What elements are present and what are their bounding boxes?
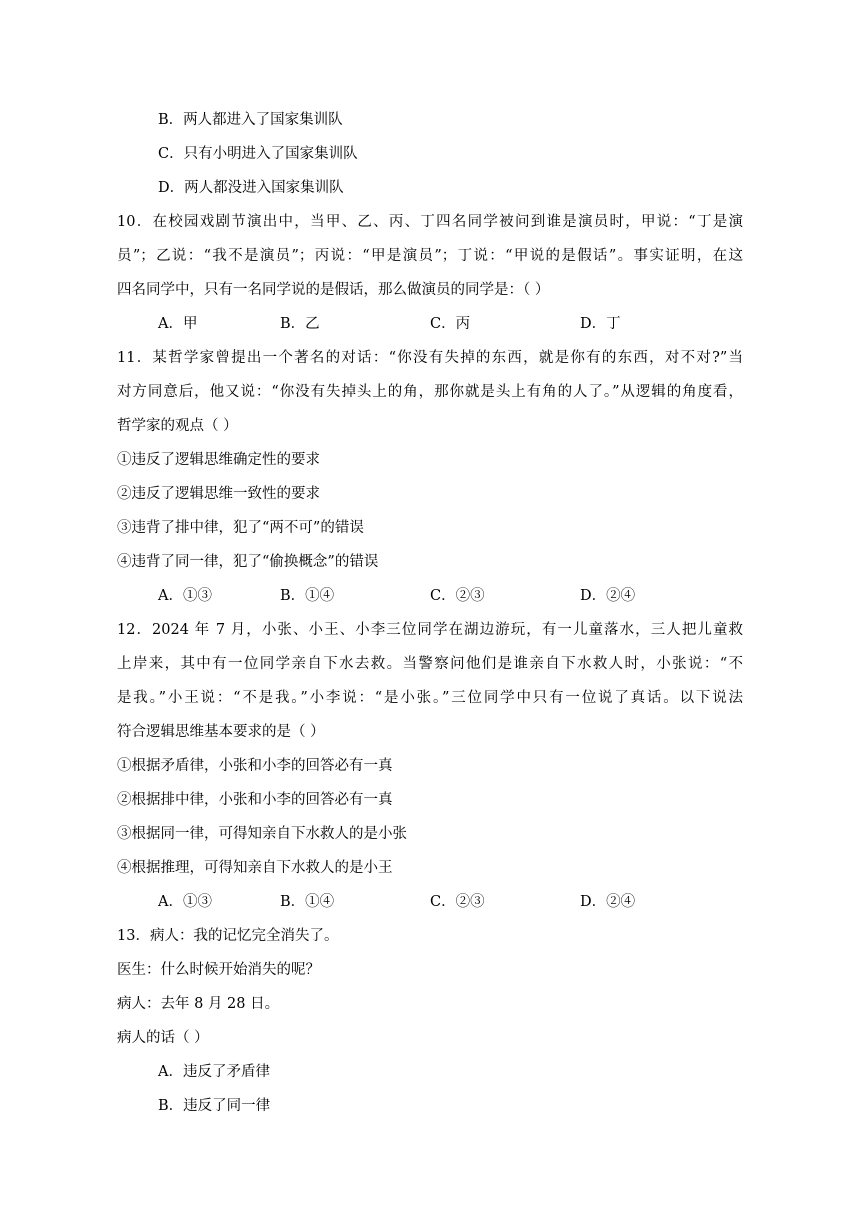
q10-option-b: B．乙 (280, 316, 320, 332)
q11-option-a: A．①③ (158, 588, 212, 604)
q12-stem-line4: 符合逻辑思维基本要求的是（ ） (117, 724, 325, 740)
q12-stem-line2: 上岸来，其中有一位同学亲自下水去救。当警察问他们是谁亲自下水救人时，小张说：“不 (117, 656, 743, 672)
q13-stem: 病人的话（ ） (117, 1030, 209, 1046)
q12-option-b: B．①④ (280, 894, 335, 910)
q10-stem-line2: 员”；乙说：“我不是演员”；丙说：“甲是演员”；丁说：“甲说的是假话”。事实证明，在这 (117, 248, 743, 264)
q12-statement-2: ②根据排中律，小张和小李的回答必有一真 (117, 792, 393, 808)
q12-stem-line3: 是我。”小王说：“不是我。”小李说：“是小张。”三位同学中只有一位说了真话。以下说法 (117, 690, 743, 706)
q11-stem-line1: 11．某哲学家曾提出一个著名的对话：“你没有失掉的东西，就是你有的东西，对不对?”当 (117, 350, 743, 366)
q10-option-d: D．丁 (580, 316, 621, 332)
q11-statement-3: ③违背了排中律，犯了“两不可”的错误 (117, 520, 364, 536)
q13-dialogue-line1: 13．病人：我的记忆完全消失了。 (117, 928, 339, 944)
q11-option-c: C．②③ (430, 588, 485, 604)
q12-stem-line1: 12．2024 年 7 月，小张、小王、小李三位同学在湖边游玩，有一儿童落水，三人把儿童救 (117, 622, 743, 638)
q9-option-c: C．只有小明进入了国家集训队 (158, 146, 358, 162)
q12-option-a: A．①③ (158, 894, 212, 910)
q12-option-d: D．②④ (580, 894, 636, 910)
q10-stem-line1: 10．在校园戏剧节演出中，当甲、乙、丙、丁四名同学被问到谁是演员时，甲说：“丁是演 (117, 214, 743, 230)
q11-stem-line2: 对方同意后，他又说：“你没有失掉头上的角，那你就是头上有角的人了。”从逻辑的角度看， (117, 384, 743, 400)
q9-option-d: D．两人都没进入国家集训队 (158, 180, 344, 196)
q10-option-a: A．甲 (158, 316, 198, 332)
q10-stem-line3: 四名同学中，只有一名同学说的是假话，那么做演员的同学是：（ ） (117, 282, 550, 298)
q12-option-c: C．②③ (430, 894, 485, 910)
q11-statement-4: ④违背了同一律，犯了“偷换概念”的错误 (117, 554, 379, 570)
q13-option-a: A．违反了矛盾律 (158, 1064, 270, 1080)
q11-option-b: B．①④ (280, 588, 335, 604)
q12-statement-4: ④根据推理，可得知亲自下水救人的是小王 (117, 860, 393, 876)
q11-statement-2: ②违反了逻辑思维一致性的要求 (117, 486, 320, 502)
q13-option-b: B．违反了同一律 (158, 1098, 271, 1114)
q13-dialogue-line2: 医生：什么时候开始消失的呢？ (117, 962, 320, 978)
q10-option-c: C．丙 (430, 316, 471, 332)
q13-dialogue-line3: 病人：去年 8 月 28 日。 (117, 996, 280, 1012)
q12-statement-1: ①根据矛盾律，小张和小李的回答必有一真 (117, 758, 393, 774)
q11-stem-line3: 哲学家的观点（ ） (117, 418, 238, 434)
q9-option-b: B．两人都进入了国家集训队 (158, 112, 343, 128)
q11-statement-1: ①违反了逻辑思维确定性的要求 (117, 452, 320, 468)
q12-statement-3: ③根据同一律，可得知亲自下水救人的是小张 (117, 826, 407, 842)
q11-option-d: D．②④ (580, 588, 636, 604)
